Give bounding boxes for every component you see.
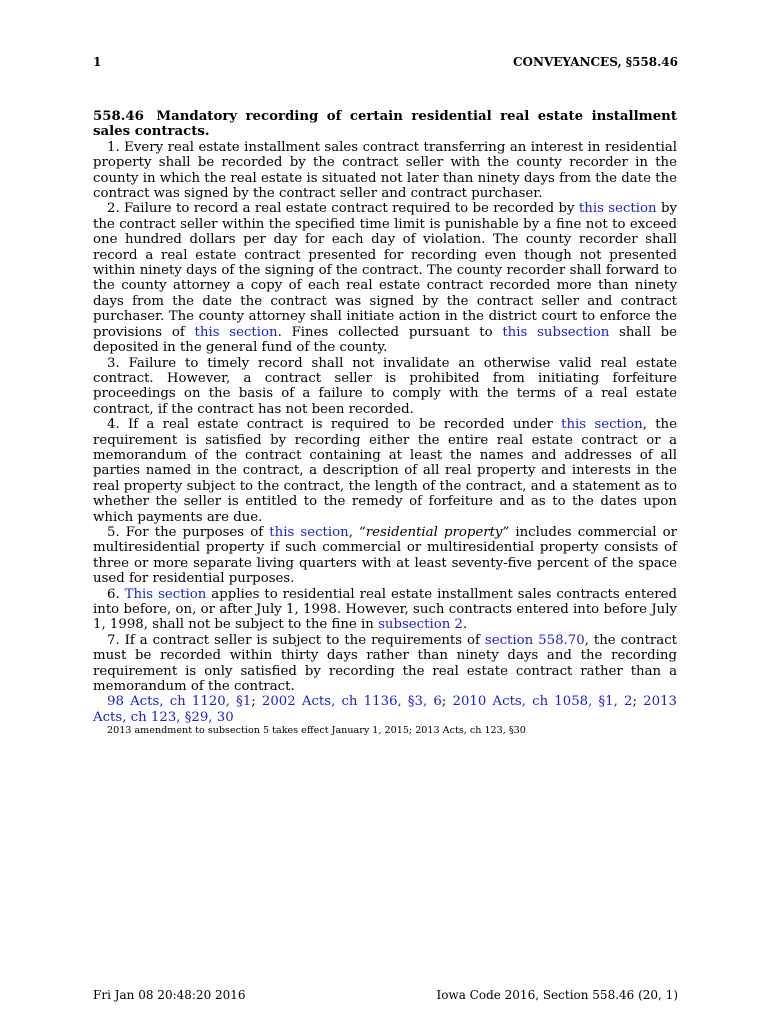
subsection-6-num: 6. [107, 586, 125, 602]
subsection-2-text-d: shall be deposited in the general fund of the county. [93, 324, 677, 356]
citation-link[interactable]: 2010 Acts, ch 1058, §1, 2 [452, 694, 633, 710]
subsection-4 [93, 417, 677, 525]
subsection-6-text-b: . [462, 617, 468, 633]
footer-timestamp: Fri Jan 08 20:48:20 2016 [93, 988, 246, 1002]
subsection-4-text-b: , the requirement is satisfied by recording either the entire real estate contract or a memorandum of the contract containing at least the names and addresses of all parties named in the contract, a description of all real property and interests in the real property subject to the contract, the length of the contract, and a statement as to whether the seller is entitled to the remedy of forfeiture and as to the dates upon which payments are due. [93, 417, 677, 525]
link-section-558-70[interactable]: section 558.70 [484, 632, 585, 648]
link-this-section[interactable]: this section [194, 324, 278, 340]
subsection-5-text-c: includes commercial or multiresidential property if such commercial or multiresidential property consists of three or more separate living quarters with at least seventy-five percent of the space used for residential purposes. [93, 524, 677, 587]
link-this-section[interactable]: this section [269, 524, 349, 540]
footer-source: Iowa Code 2016, Section 558.46 (20, 1) [436, 988, 678, 1002]
citation-separator: ; [632, 694, 644, 710]
history-citations [93, 694, 677, 725]
subsection-2-text-c: . Fines collected pursuant to [277, 324, 503, 340]
effective-date-note: 2013 amendment to subsection 5 takes effect January 1, 2015; 2013 Acts, ch 123, §30 [107, 725, 526, 737]
defined-term: “residential property” [359, 524, 510, 540]
citation-link[interactable]: 98 Acts, ch 1120, §1 [107, 694, 252, 710]
section-number: 558.46 [93, 109, 144, 124]
link-this-section[interactable]: this section [578, 201, 657, 217]
section-heading [93, 109, 677, 140]
section-title: Mandatory recording of certain residential real estate installment sales contracts. [93, 109, 677, 140]
page-number: 1 [93, 55, 102, 69]
citation-link[interactable]: 2013 Acts, ch 123, §29, 30 [93, 694, 677, 725]
subsection-1: 1. Every real estate installment sales contract transferring an interest in residential property shall be recorded by the contract seller with the county recorder in the county in which the real estate is situated not later than ninety days from the date the contract was signed by the contract seller and contract purchaser. [93, 139, 677, 202]
link-this-section[interactable]: this section [561, 417, 643, 433]
citation-separator: ; [251, 694, 262, 710]
subsection-5-text-b: , [348, 524, 360, 540]
link-this-subsection[interactable]: this subsection [502, 324, 610, 340]
subsection-7-text-b: , the contract must be recorded within thirty days rather than ninety days and the recording requirement is only satisfied by recording the real estate contract rather than a memorandum of the contract. [93, 632, 678, 695]
subsection-3: 3. Failure to timely record shall not invalidate an otherwise valid real estate contract. However, a contract seller is prohibited from initiating forfeiture proceedings on the basis of a failure to comply with the terms of a real estate contract, if the contract has not been recorded. [93, 355, 677, 417]
subsection-4-text-a: 4. If a real estate contract is required to be recorded under [107, 417, 562, 433]
subsection-2-text-a: 2. Failure to record a real estate contract required to be recorded by [107, 201, 579, 217]
subsection-7-text-a: 7. If a contract seller is subject to the requirements of [107, 632, 485, 648]
section-body [93, 109, 677, 736]
subsection-5 [93, 525, 677, 587]
link-subsection-2[interactable]: subsection 2 [378, 617, 463, 633]
subsection-2-text-b: by the contract seller within the specified time limit is punishable by a fine not to exceed one hundred dollars per day for each day of violation. The county recorder shall record a real estate contract presented for recording even though not presented within ninety days of the signing of the contract. The county recorder shall forward to the county attorney a copy of each real estate contract recorded more than ninety days from the date the contract was signed by the contract seller and contract purchaser. The county attorney shall initiate action in the district court to enforce the provisions of [93, 201, 677, 340]
subsection-6-text-a: applies to residential real estate installment sales contracts entered into before, on, or after July 1, 1998. However, such contracts entered into before July 1, 1998, shall not be subject to the fine in [93, 586, 677, 633]
subsection-7 [93, 633, 677, 695]
citation-separator: ; [441, 694, 453, 710]
citation-link[interactable]: 2002 Acts, ch 1136, §3, 6 [261, 694, 442, 710]
subsection-6 [93, 587, 677, 633]
subsection-2 [93, 201, 677, 355]
subsection-5-text-a: 5. For the purposes of [107, 524, 270, 540]
link-this-section[interactable]: This section [124, 586, 207, 602]
running-header-title: CONVEYANCES, §558.46 [513, 55, 678, 69]
